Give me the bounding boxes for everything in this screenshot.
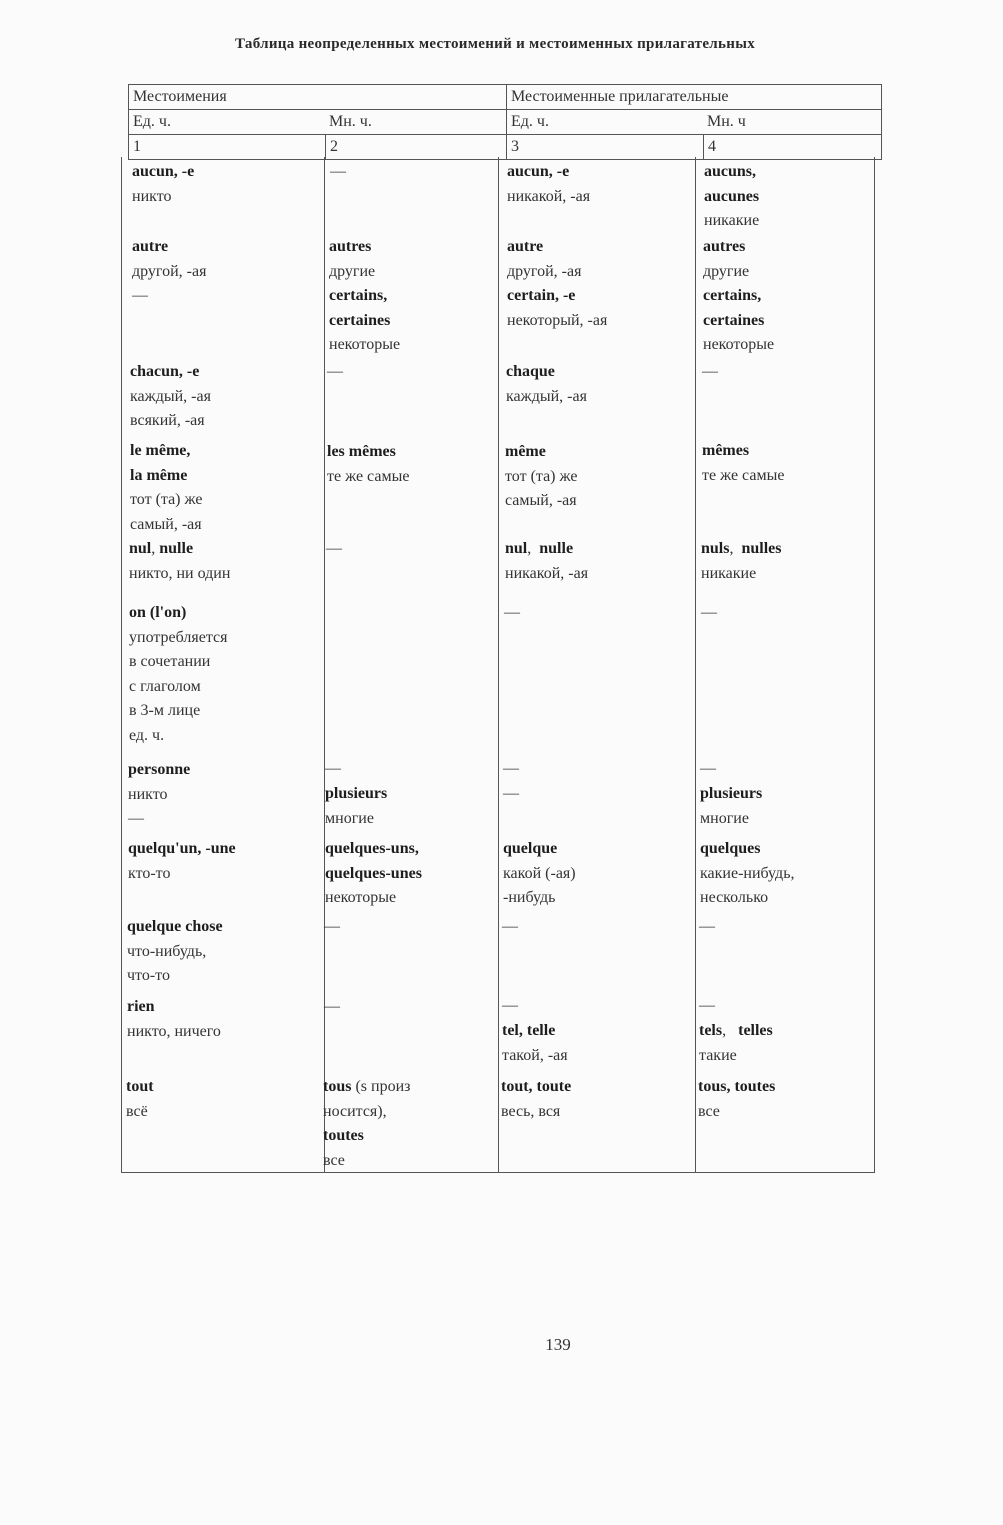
col4-dash-quelque-chose: —	[699, 918, 715, 935]
translation: какой (-ая)	[503, 864, 576, 882]
translation: никакие	[704, 212, 760, 229]
translation: такой, -ая	[502, 1046, 568, 1064]
term: certaines	[329, 311, 391, 329]
translation: каждый, -ая	[506, 387, 587, 405]
col4-dash-personne: —	[700, 760, 716, 777]
col2-autres	[329, 235, 400, 358]
term: nul	[505, 540, 528, 557]
translation: в сочетании	[129, 653, 211, 670]
translation: некоторые	[703, 336, 775, 353]
col4-dash-rien: —	[699, 997, 715, 1014]
separator: ,	[151, 540, 160, 557]
col3-meme	[505, 440, 577, 514]
term: quelqu'un, -une	[128, 840, 236, 857]
translation: те же самые	[327, 467, 410, 485]
col4-autres	[703, 235, 774, 358]
col1-personne	[128, 758, 190, 832]
translation: все	[323, 1151, 345, 1169]
translation: те же самые	[702, 466, 785, 484]
term: nuls	[701, 540, 730, 557]
term: la même	[130, 466, 188, 484]
translation: никакой, -ая	[505, 564, 589, 582]
dash: —	[128, 810, 144, 827]
dash: —	[132, 287, 148, 304]
header-pl-2: Мн. ч	[707, 113, 746, 130]
header-pronominal-adjectives: Местоименные прилагательные	[506, 85, 881, 109]
col3-tout	[501, 1075, 571, 1124]
translation: с глаголом	[129, 677, 201, 695]
col3-autre	[507, 235, 607, 333]
separator: ,	[527, 540, 540, 557]
term: nulle	[539, 540, 574, 557]
header-pl-1: Мн. ч.	[329, 113, 372, 130]
col1-quelquun	[128, 837, 236, 886]
term: tout, toute	[501, 1078, 572, 1095]
translation: каждый, -ая	[130, 387, 211, 405]
separator: ,	[722, 1022, 739, 1039]
translation: -нибудь	[503, 889, 556, 906]
col1-chacun	[130, 360, 211, 434]
col3-dash-plusieurs: —	[503, 785, 519, 802]
translation: употребляется	[129, 628, 228, 646]
translation: (s произ	[351, 1078, 411, 1095]
col1-rien	[127, 995, 221, 1044]
col4-aucuns	[704, 160, 759, 234]
translation: тот (та) же	[130, 491, 203, 508]
col1-autre	[132, 235, 206, 309]
translation: никто	[128, 785, 168, 803]
term: personne	[128, 761, 191, 778]
term: aucun, -e	[132, 163, 195, 180]
col2-quelques-uns	[325, 837, 422, 911]
column-number-3: 3	[506, 135, 703, 159]
col4-tous	[698, 1075, 775, 1124]
term: tout	[126, 1078, 154, 1095]
term: aucun, -e	[507, 163, 570, 180]
translation: некоторые	[329, 336, 401, 353]
column-divider	[498, 157, 499, 1172]
term: quelques-uns,	[325, 840, 419, 857]
translation: некоторый, -ая	[507, 311, 608, 329]
translation: всякий, -ая	[130, 412, 205, 429]
col3-dash-quelque-chose: —	[502, 918, 518, 935]
translation: другие	[703, 262, 750, 280]
col3-dash-on: —	[504, 604, 520, 621]
translation: кто-то	[128, 864, 171, 882]
col2-dash-aucun: —	[330, 163, 346, 180]
column-number-2: 2	[325, 135, 506, 159]
translation: некоторые	[325, 889, 397, 906]
col3-dash-rien: —	[502, 997, 518, 1014]
term: telles	[738, 1022, 773, 1039]
translation: такие	[699, 1046, 737, 1064]
translation: ед. ч.	[129, 726, 165, 744]
term: quelques	[700, 840, 761, 857]
col2-dash-nul: —	[326, 540, 342, 557]
term: autre	[132, 238, 169, 255]
translation: какие-нибудь,	[700, 864, 795, 882]
term: chaque	[506, 363, 555, 380]
col2-dash-quelque-chose: —	[324, 918, 340, 935]
col2-plusieurs	[325, 782, 387, 831]
col3-tel	[502, 1019, 568, 1068]
header-number-row	[129, 110, 881, 135]
term: même	[505, 443, 546, 460]
term: autres	[329, 238, 372, 255]
translation: другой, -ая	[507, 262, 582, 280]
table-header	[128, 84, 882, 160]
column-number-1: 1	[133, 138, 141, 155]
translation: тот (та) же	[505, 467, 578, 485]
translation: все	[698, 1102, 720, 1120]
term: certaines	[703, 311, 765, 329]
term: mêmes	[702, 442, 750, 459]
col4-memes	[702, 439, 784, 488]
term: chacun, -e	[130, 363, 200, 380]
header-group-row	[129, 85, 881, 110]
translation: другой, -ая	[132, 262, 207, 280]
col4-dash-on: —	[701, 604, 717, 621]
translation: никто, ничего	[127, 1022, 221, 1040]
col1-nul	[129, 537, 230, 586]
term: quelque chose	[127, 918, 223, 935]
term: autres	[703, 238, 746, 255]
term: aucuns,	[704, 163, 757, 180]
term: le même,	[130, 442, 191, 459]
term: toutes	[323, 1127, 364, 1144]
translation: никакой, -ая	[507, 187, 591, 205]
translation: никто	[132, 187, 172, 205]
col3-aucun	[507, 160, 590, 209]
column-divider	[324, 157, 325, 1172]
col4-quelques	[700, 837, 794, 911]
col4-nuls	[701, 537, 781, 586]
translation: самый, -ая	[130, 515, 202, 533]
header-column-numbers	[129, 135, 881, 159]
term: tels	[699, 1022, 723, 1039]
term: tous	[323, 1078, 352, 1095]
term: certains,	[329, 287, 388, 304]
header-sg-2: Ед. ч.	[506, 110, 703, 134]
term: rien	[127, 998, 155, 1015]
col3-quelque	[503, 837, 576, 911]
table-title: Таблица неопределенных местоимений и местоименных прилагательных	[234, 36, 756, 52]
column-number-4: 4	[703, 135, 881, 159]
term: plusieurs	[700, 785, 763, 802]
col3-dash-personne: —	[503, 760, 519, 777]
term: quelques-unes	[325, 864, 422, 882]
translation: несколько	[700, 889, 769, 906]
col2-dash-personne: —	[325, 760, 341, 777]
separator: ,	[729, 540, 742, 557]
col4-dash-chacun: —	[702, 363, 718, 380]
col1-le-meme	[130, 439, 202, 537]
translation: многие	[700, 809, 749, 827]
term: tel, telle	[502, 1022, 556, 1039]
col4-plusieurs	[700, 782, 762, 831]
header-pronouns: Местоимения	[133, 88, 227, 105]
col2-dash-chacun: —	[327, 363, 343, 380]
translation: другие	[329, 262, 376, 280]
page-number: 139	[545, 1335, 571, 1354]
term: on (l'on)	[129, 604, 187, 621]
translation: в 3-м лице	[129, 702, 201, 719]
term: nul	[129, 540, 152, 557]
term: certains,	[703, 287, 762, 304]
term: tous, toutes	[698, 1078, 776, 1095]
translation: весь, вся	[501, 1102, 561, 1120]
translation: многие	[325, 809, 374, 827]
col1-quelque-chose	[127, 915, 223, 989]
term: nulles	[741, 540, 782, 557]
col2-les-memes	[327, 440, 409, 489]
col3-nul	[505, 537, 588, 586]
translation: что-то	[127, 967, 170, 984]
term: plusieurs	[325, 785, 388, 802]
translation: никакие	[701, 564, 757, 582]
col2-dash-rien: —	[324, 998, 340, 1015]
col3-chaque	[506, 360, 587, 409]
translation: всё	[126, 1102, 148, 1120]
col1-tout	[126, 1075, 154, 1124]
translation: что-нибудь,	[127, 942, 207, 960]
translation: носится),	[323, 1102, 387, 1120]
column-divider	[695, 157, 696, 1172]
col4-tels	[699, 1019, 773, 1068]
term: aucunes	[704, 187, 760, 205]
term: autre	[507, 238, 544, 255]
term: certain, -e	[507, 287, 576, 304]
translation: самый, -ая	[505, 492, 577, 509]
term: les mêmes	[327, 443, 396, 460]
term: quelque	[503, 840, 558, 857]
translation: никто, ни один	[129, 564, 231, 582]
header-sg-1: Ед. ч.	[133, 113, 171, 130]
col2-tous	[323, 1075, 410, 1173]
term: nulle	[159, 540, 194, 557]
col1-aucun	[132, 160, 194, 209]
col1-on	[129, 601, 227, 748]
